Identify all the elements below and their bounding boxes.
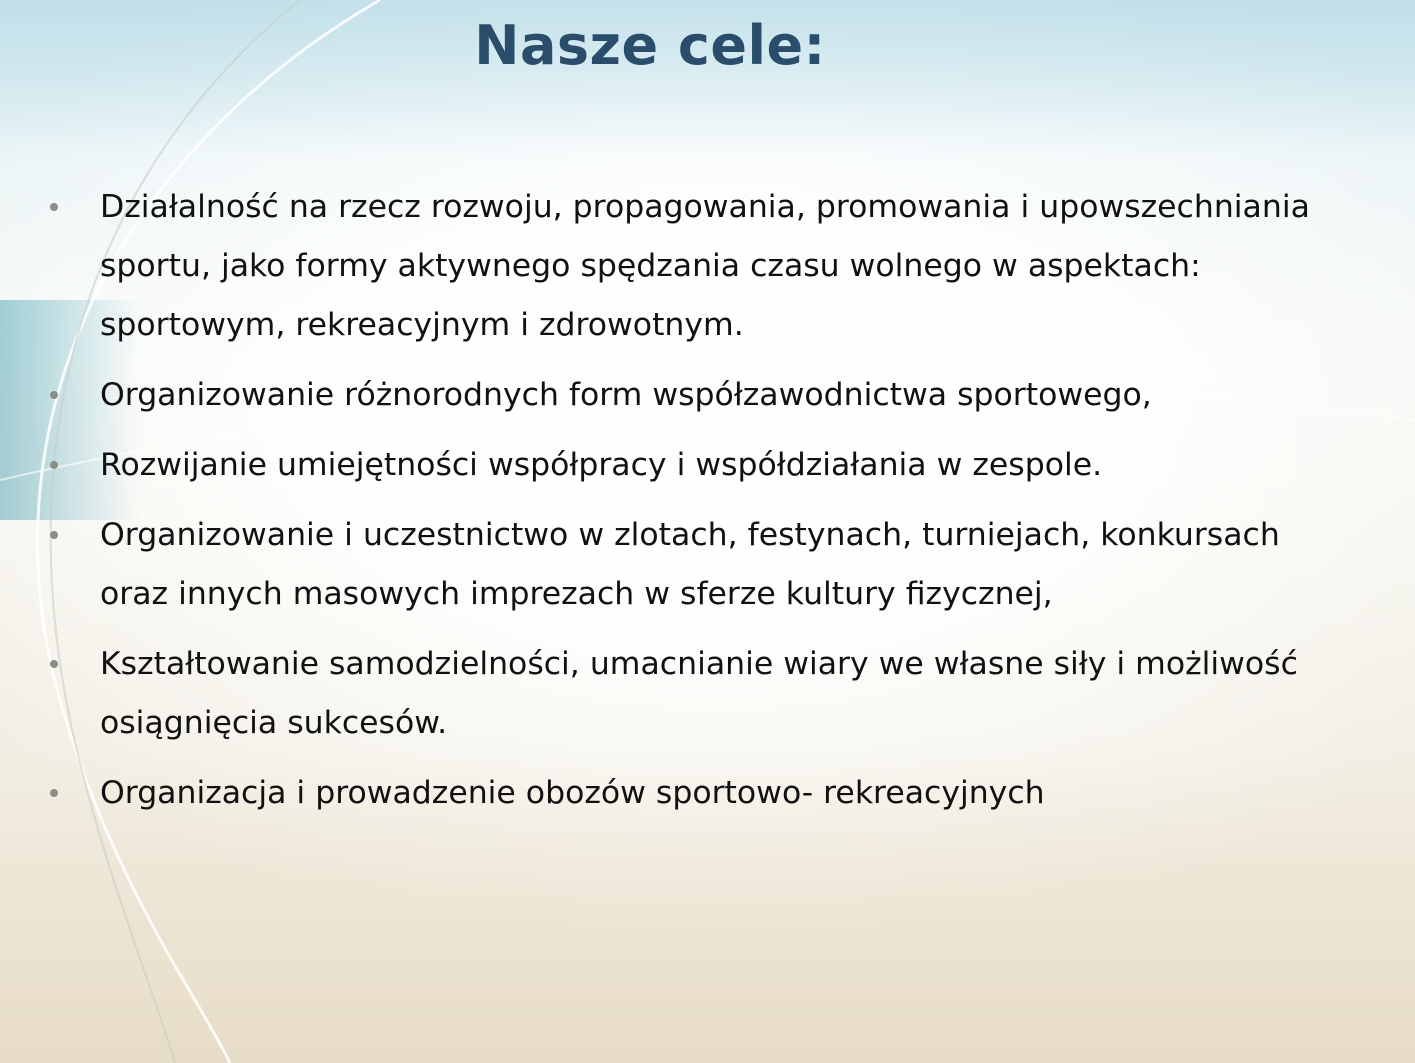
bullet-icon xyxy=(50,461,58,469)
list-item xyxy=(44,506,1344,624)
slide-title: Nasze cele: xyxy=(474,14,826,77)
list-item-text: Organizacja i prowadzenie obozów sportowo- rekreacyjnych xyxy=(100,775,1045,811)
bullet-icon xyxy=(50,391,58,399)
list-item xyxy=(44,764,1344,823)
list-item-text: Działalność na rzecz rozwoju, propagowania, promowania i upowszechniania sportu, jako formy aktywnego spędzania czasu wolnego w aspektach: sportowym, rekreacyjnym i zdrowotnym. xyxy=(100,189,1310,343)
list-item xyxy=(44,635,1344,753)
list-item-text: Organizowanie różnorodnych form współzawodnictwa sportowego, xyxy=(100,377,1152,413)
list-item-text: Rozwijanie umiejętności współpracy i współdziałania w zespole. xyxy=(100,447,1103,483)
bullet-icon xyxy=(50,203,58,211)
list-item xyxy=(44,366,1344,425)
bullet-list xyxy=(44,178,1344,834)
bullet-icon xyxy=(50,531,58,539)
list-item-text: Organizowanie i uczestnictwo w zlotach, festynach, turniejach, konkursach oraz innych masowych imprezach w sferze kultury fizycznej, xyxy=(100,517,1280,612)
bullet-icon xyxy=(50,660,58,668)
bullet-icon xyxy=(50,789,58,797)
list-item xyxy=(44,436,1344,495)
list-item xyxy=(44,178,1344,355)
list-item-text: Kształtowanie samodzielności, umacnianie wiary we własne siły i możliwość osiągnięcia sukcesów. xyxy=(100,646,1298,741)
